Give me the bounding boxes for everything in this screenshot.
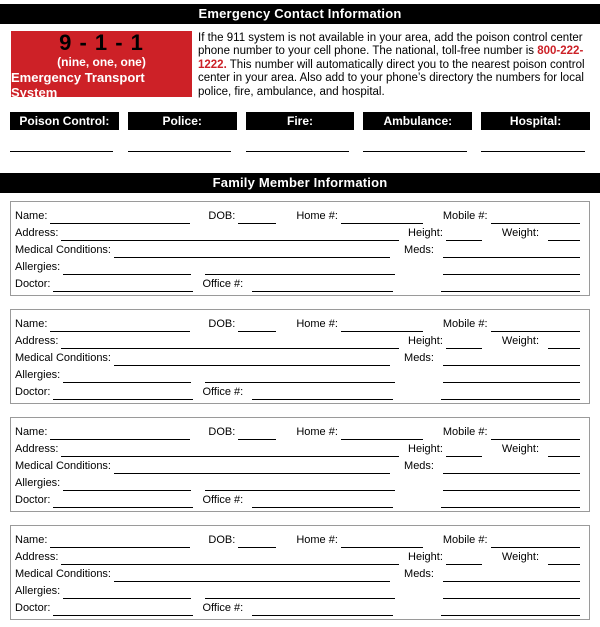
poison-control-label: Poison Control: [10,112,119,130]
hospital-label: Hospital: [481,112,590,130]
allergies-blank [63,370,191,383]
weight-blank [548,444,580,457]
member-row-name [15,207,580,224]
member-row-doctor [15,275,580,292]
allergies-continued-blank [205,478,395,491]
height-label: Height: [408,551,443,564]
home-phone-blank [341,211,423,224]
poison-control-phone-number: 800-222-1222. [198,45,584,71]
dob-label: DOB: [208,210,236,223]
name-label: Name: [15,534,48,547]
doctor-label: Doctor: [15,494,51,507]
meds-blank [443,353,580,366]
member-row-address [15,224,580,241]
emergency-transport-caption: Emergency Transport System [11,69,145,100]
allergies-label: Allergies: [15,477,61,490]
doctor-blank [53,603,193,616]
family-member-blocks [10,201,590,620]
doctor-label: Doctor: [15,602,51,615]
meds-label: Meds: [404,244,434,257]
name-blank [50,535,190,548]
emergency-section-header: Emergency Contact Information [0,4,600,24]
height-blank [446,336,482,349]
height-label: Height: [408,335,443,348]
allergies-blank [63,586,191,599]
home-phone-blank [341,319,423,332]
name-blank [50,211,190,224]
height-blank [446,228,482,241]
mobile-phone-blank [491,211,580,224]
home-phone-label: Home #: [296,426,338,439]
hospital-blank [481,150,584,152]
member-row-doctor [15,383,580,400]
medical-conditions-blank [114,569,390,582]
allergies-label: Allergies: [15,261,61,274]
family-member-block [10,309,590,404]
meds-label: Meds: [404,568,434,581]
meds-continued-blank-1 [443,370,580,383]
poison-control-instructions [198,31,595,99]
allergies-continued-blank [205,370,395,383]
member-row-medical [15,241,580,258]
weight-blank [548,336,580,349]
medical-conditions-label: Medical Conditions: [15,568,111,581]
member-row-allergies [15,366,580,383]
mobile-phone-label: Mobile #: [442,426,488,439]
poison-control-blank-cell [10,150,119,153]
medical-conditions-label: Medical Conditions: [15,352,111,365]
office-phone-label: Office #: [202,278,244,291]
family-section-header: Family Member Information [0,173,600,193]
nine-one-one-words: (nine, one, one) [57,54,146,69]
meds-label: Meds: [404,460,434,473]
home-phone-label: Home #: [296,210,338,223]
family-member-block [10,525,590,620]
dob-blank [238,211,276,224]
office-phone-blank [252,279,393,292]
allergies-continued-blank [205,262,395,275]
height-blank [446,444,482,457]
mobile-phone-label: Mobile #: [442,534,488,547]
nine-one-one-number: 9 - 1 - 1 [59,29,144,55]
member-row-medical [15,565,580,582]
member-row-address [15,332,580,349]
name-blank [50,427,190,440]
fire-label: Fire: [246,112,355,130]
meds-blank [443,245,580,258]
family-member-block [10,417,590,512]
meds-label: Meds: [404,352,434,365]
meds-blank [443,461,580,474]
weight-label: Weight: [501,227,539,240]
member-row-allergies [15,582,580,599]
address-blank [61,336,399,349]
dob-label: DOB: [208,426,236,439]
police-blank [128,150,231,152]
ambulance-blank [363,150,466,152]
allergies-label: Allergies: [15,369,61,382]
office-phone-blank [252,495,393,508]
doctor-label: Doctor: [15,278,51,291]
home-phone-label: Home #: [296,534,338,547]
nine-one-one-box [11,29,192,100]
height-label: Height: [408,443,443,456]
mobile-phone-blank [491,319,580,332]
member-row-name [15,531,580,548]
office-phone-label: Office #: [202,386,244,399]
dob-label: DOB: [208,318,236,331]
weight-label: Weight: [501,443,539,456]
member-row-medical [15,457,580,474]
office-phone-label: Office #: [202,494,244,507]
weight-blank [548,228,580,241]
weight-blank [548,552,580,565]
dob-label: DOB: [208,534,236,547]
doctor-blank [53,279,193,292]
address-blank [61,552,399,565]
police-label: Police: [128,112,237,130]
medical-conditions-label: Medical Conditions: [15,244,111,257]
office-phone-label: Office #: [202,602,244,615]
member-row-name [15,423,580,440]
office-phone-blank [252,603,393,616]
name-blank [50,319,190,332]
instructions-text-before: If the 911 system is not available in your area, add the poison control center phone number to your cell phone. The national, toll-free number is [198,32,583,58]
address-label: Address: [15,335,59,348]
member-row-allergies [15,258,580,275]
meds-continued-blank-2 [441,603,580,616]
family-member-block [10,201,590,296]
police-blank-cell [128,150,237,153]
meds-continued-blank-1 [443,262,580,275]
allergies-blank [63,262,191,275]
member-row-name [15,315,580,332]
medical-conditions-blank [114,245,390,258]
dob-blank [238,427,276,440]
emergency-contact-form-page [0,4,600,627]
contact-blank-lines-row [10,150,590,153]
allergies-label: Allergies: [15,585,61,598]
home-phone-blank [341,427,423,440]
member-row-doctor [15,491,580,508]
office-phone-blank [252,387,393,400]
name-label: Name: [15,210,48,223]
member-row-address [15,440,580,457]
contact-labels-row [10,112,590,130]
address-label: Address: [15,227,59,240]
doctor-blank [53,495,193,508]
member-row-allergies [15,474,580,491]
meds-continued-blank-1 [443,478,580,491]
home-phone-blank [341,535,423,548]
member-row-doctor [15,599,580,616]
address-blank [61,444,399,457]
member-row-address [15,548,580,565]
height-label: Height: [408,227,443,240]
medical-conditions-blank [114,353,390,366]
medical-conditions-blank [114,461,390,474]
meds-continued-blank-2 [441,495,580,508]
medical-conditions-label: Medical Conditions: [15,460,111,473]
meds-continued-blank-2 [441,387,580,400]
allergies-blank [63,478,191,491]
name-label: Name: [15,318,48,331]
fire-blank-cell [246,150,355,153]
name-label: Name: [15,426,48,439]
poison-control-blank [10,150,113,152]
dob-blank [238,535,276,548]
mobile-phone-label: Mobile #: [442,210,488,223]
meds-continued-blank-2 [441,279,580,292]
allergies-continued-blank [205,586,395,599]
ambulance-blank-cell [363,150,472,153]
height-blank [446,552,482,565]
meds-blank [443,569,580,582]
address-label: Address: [15,551,59,564]
weight-label: Weight: [501,335,539,348]
member-row-medical [15,349,580,366]
doctor-label: Doctor: [15,386,51,399]
intro-section [0,31,600,99]
address-blank [61,228,399,241]
mobile-phone-blank [491,535,580,548]
mobile-phone-label: Mobile #: [442,318,488,331]
hospital-blank-cell [481,150,590,153]
address-label: Address: [15,443,59,456]
fire-blank [246,150,349,152]
ambulance-label: Ambulance: [363,112,472,130]
mobile-phone-blank [491,427,580,440]
meds-continued-blank-1 [443,586,580,599]
home-phone-label: Home #: [296,318,338,331]
doctor-blank [53,387,193,400]
weight-label: Weight: [501,551,539,564]
dob-blank [238,319,276,332]
instructions-text-after: This number will automatically direct you to the nearest poison control center in your area. Also add to your phone’s directory the numbers for local police, fire, ambulance, and hospital. [198,58,585,98]
